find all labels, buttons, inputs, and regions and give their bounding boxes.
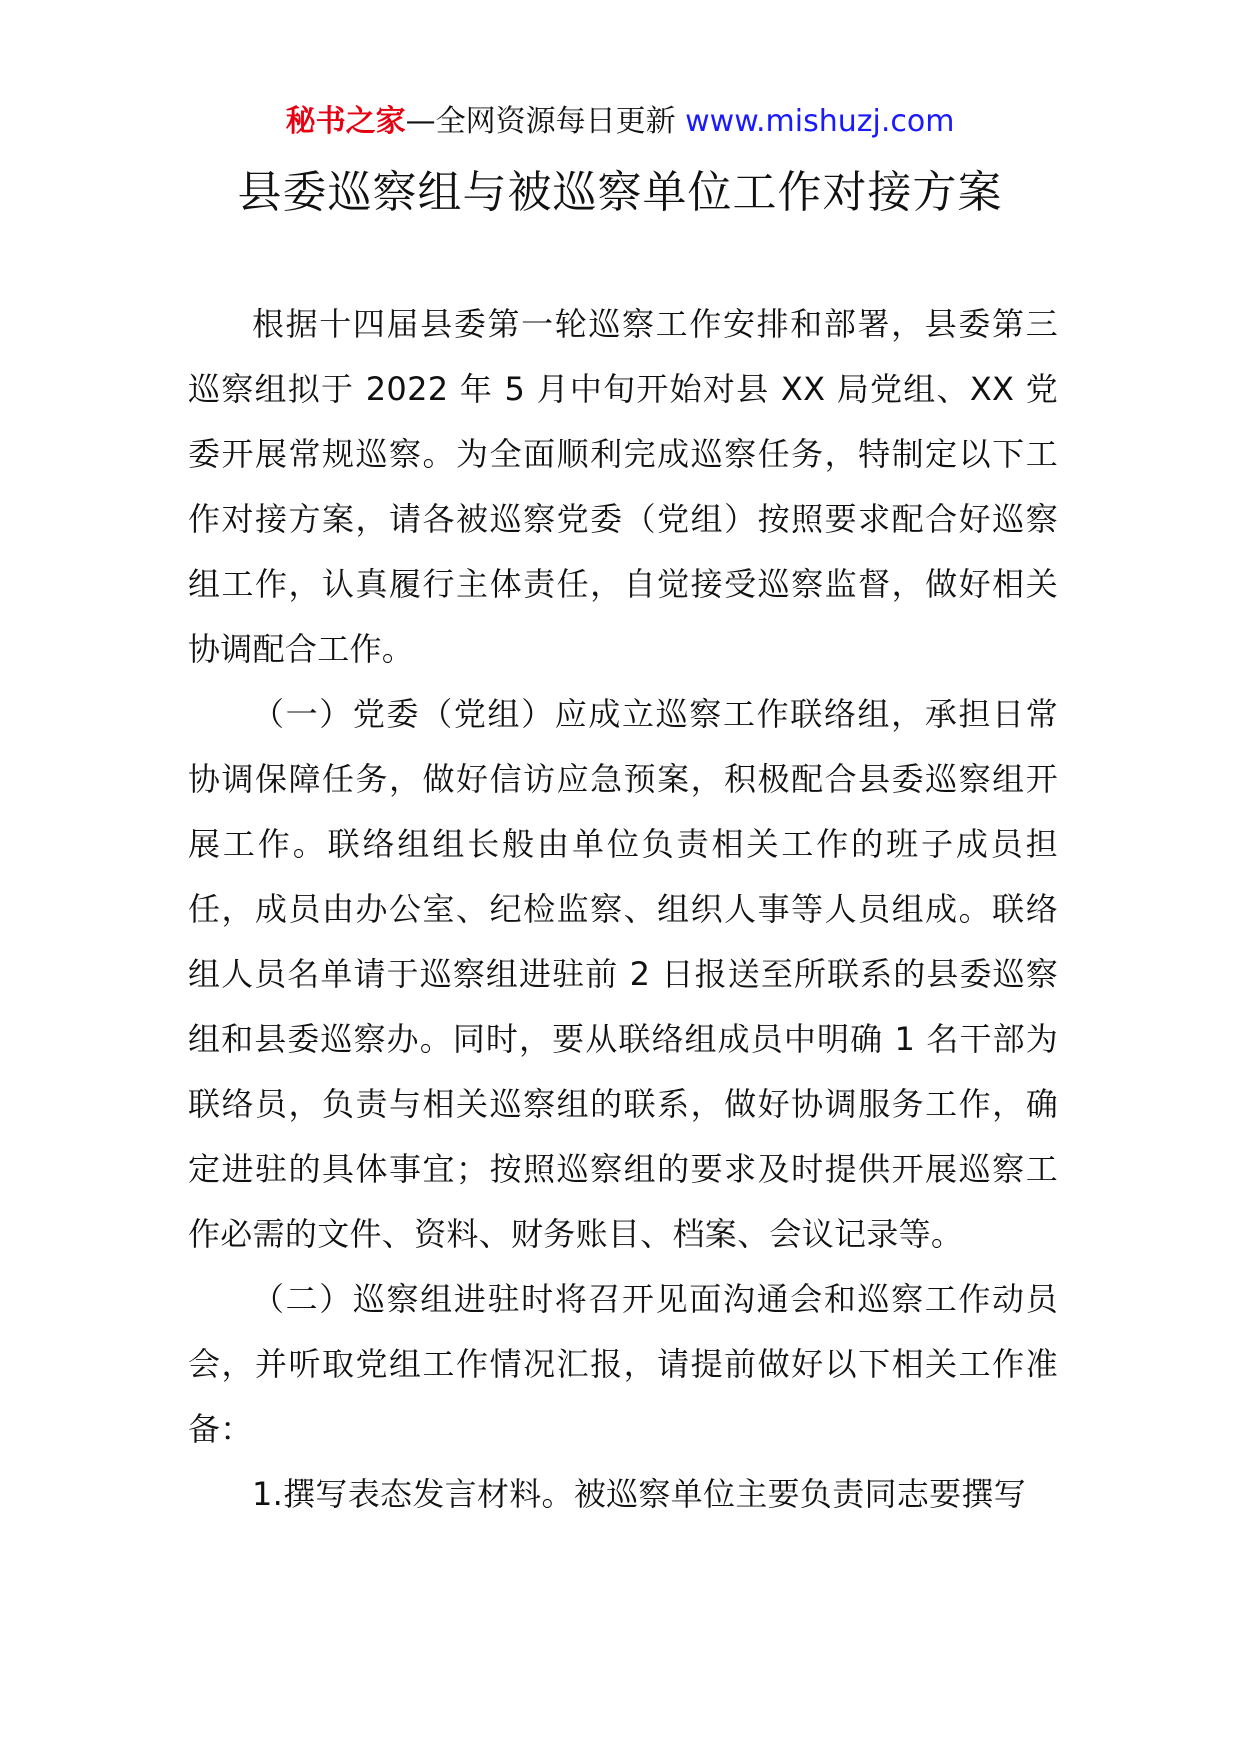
brand-name: 秘书之家 <box>285 104 406 139</box>
document-title: 县委巡察组与被巡察单位工作对接方案 <box>237 167 1003 218</box>
paragraph-section-2: （二）巡察组进驻时将召开见面沟通会和巡察工作动员会，并听取党组工作情况汇报，请提前做好以下相关工作准备： <box>188 1280 1058 1448</box>
paragraph-item-1: 1.撰写表态发言材料。被巡察单位主要负责同志要撰写 <box>252 1475 1027 1513</box>
header-tagline: —全网资源每日更新 <box>405 104 676 139</box>
document-body <box>188 292 1058 1527</box>
paragraph-intro: 根据十四届县委第一轮巡察工作安排和部署，县委第三巡察组拟于 2022 年 5 月中旬开始对县 XX 局党组、XX 党委开展常规巡察。为全面顺利完成巡察任务，特制定以下工作对接方案，请各被巡察党委（党组）按照要求配合好巡察组工作，认真履行主体责任，自觉接受巡察监督，做好相关协调配合工作。 <box>188 305 1058 668</box>
site-url-link[interactable]: www.mishuzj.com <box>685 104 955 139</box>
site-header <box>0 100 1240 144</box>
paragraph-section-1: （一）党委（党组）应成立巡察工作联络组，承担日常协调保障任务，做好信访应急预案，积极配合县委巡察组开展工作。联络组组长般由单位负责相关工作的班子成员担任，成员由办公室、纪检监察、组织人事等人员组成。联络组人员名单请于巡察组进驻前 2 日报送至所联系的县委巡察组和县委巡察办。同时，要从联络组成员中明确 1 名干部为联络员，负责与相关巡察组的联系，做好协调服务工作，确定进驻的具体事宜；按照巡察组的要求及时提供开展巡察工作必需的文件、资料、财务账目、档案、会议记录等。 <box>188 695 1058 1253</box>
